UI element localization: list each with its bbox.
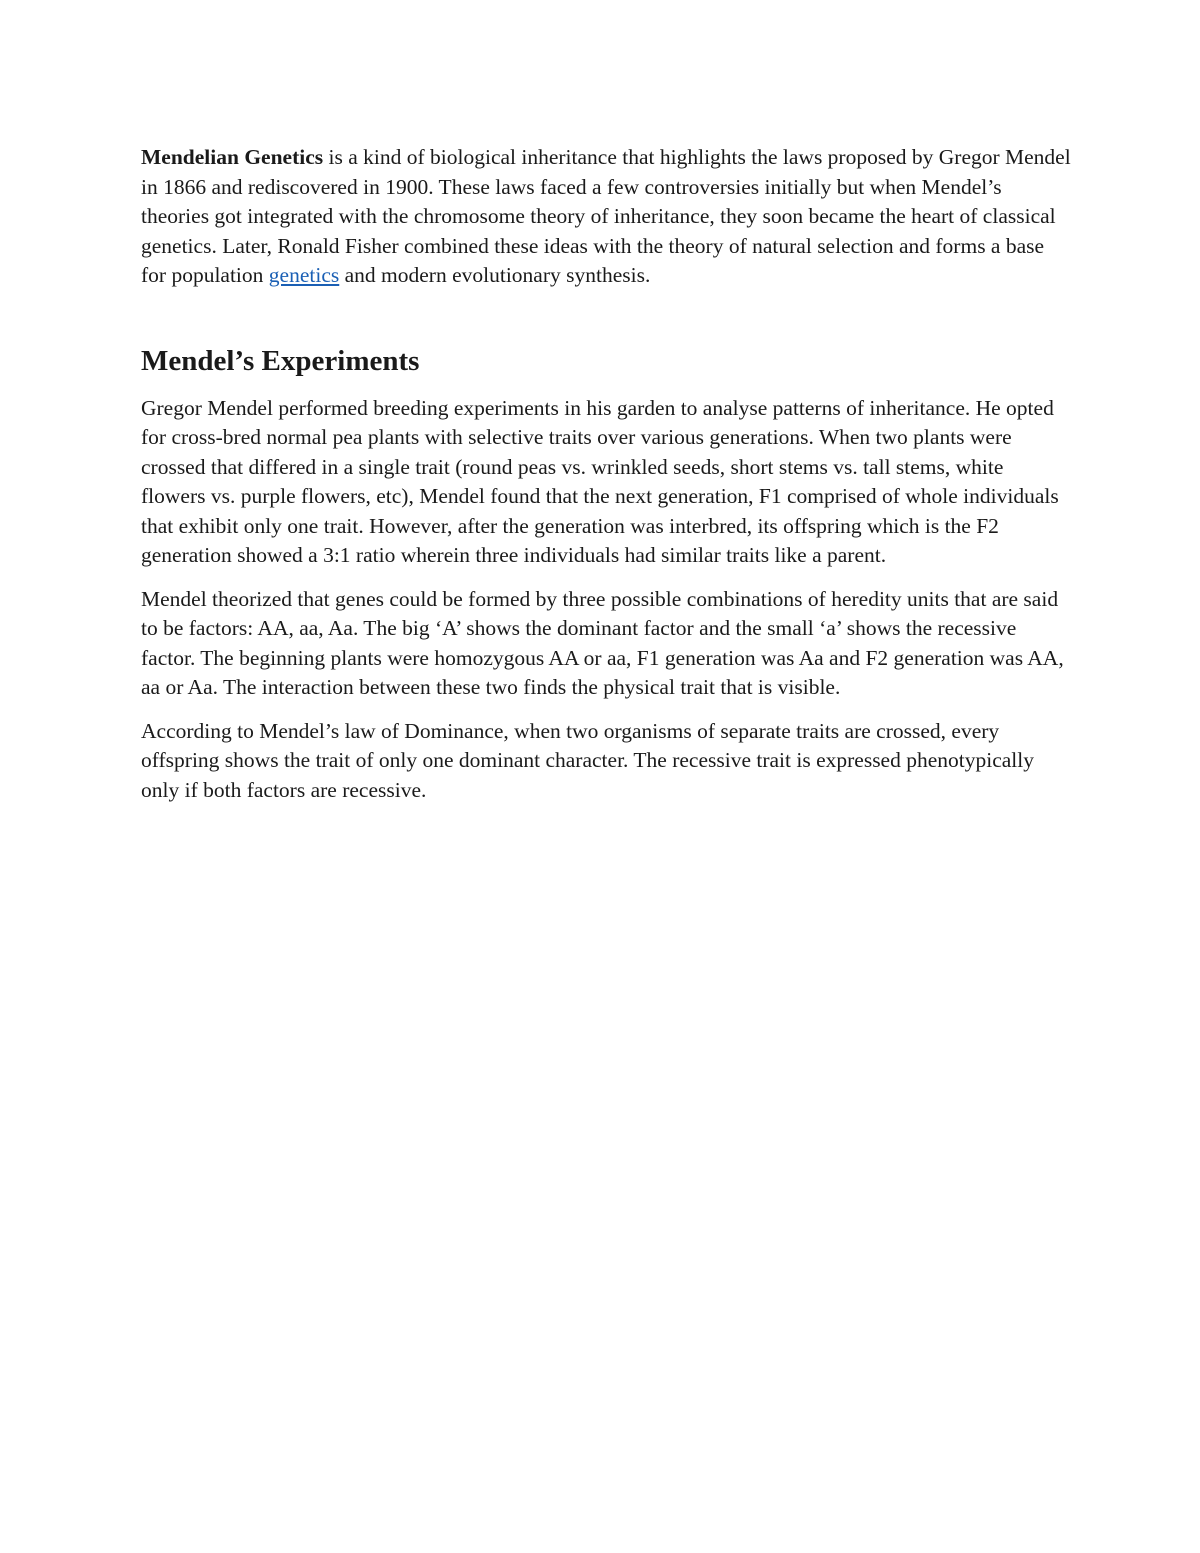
body-paragraph-1: Gregor Mendel performed breeding experiments in his garden to analyse patterns of inheritance. He opted for cross-bred normal pea plants with selective traits over various generations. When two plants were crossed that differed in a single trait (round peas vs. wrinkled seeds, short stems vs. tall stems, white flowers vs. purple flowers, etc), Mendel found that the next generation, F1 comprised of whole individuals that exhibit only one trait. However, after the generation was interbred, its offspring which is the F2 generation showed a 3:1 ratio wherein three individuals had similar traits like a parent. [141, 395, 1059, 567]
section-heading: Mendel’s Experiments [141, 344, 420, 377]
intro-paragraph [141, 143, 1071, 291]
body-paragraph-3: According to Mendel’s law of Dominance, when two organisms of separate traits are crossed, every offspring shows the trait of only one dominant character. The recessive trait is expressed phenotypically only if both factors are recessive. [141, 718, 1034, 802]
intro-text-before-link: is a kind of biological inheritance that highlights the laws proposed by Gregor Mendel in 1866 and rediscovered in 1900. These laws faced a few controversies initially but when Mendel’s theories got integrated with the chromosome theory of inheritance, they soon became the heart of classical genetics. Later, Ronald Fisher combined these ideas with the theory of natural selection and forms a base for population [141, 145, 1071, 287]
body-paragraph-2: Mendel theorized that genes could be formed by three possible combinations of heredity units that are said to be factors: AA, aa, Aa. The big ‘A’ shows the dominant factor and the small ‘a’ shows the recessive factor. The beginning plants were homozygous AA or aa, F1 generation was Aa and F2 generation was AA, aa or Aa. The interaction between these two finds the physical trait that is visible. [141, 586, 1064, 699]
genetics-link[interactable]: genetics [268, 263, 340, 287]
intro-term: Mendelian Genetics [141, 145, 324, 169]
document-page [141, 143, 1071, 819]
intro-text-after-link: and modern evolutionary synthesis. [339, 263, 651, 287]
